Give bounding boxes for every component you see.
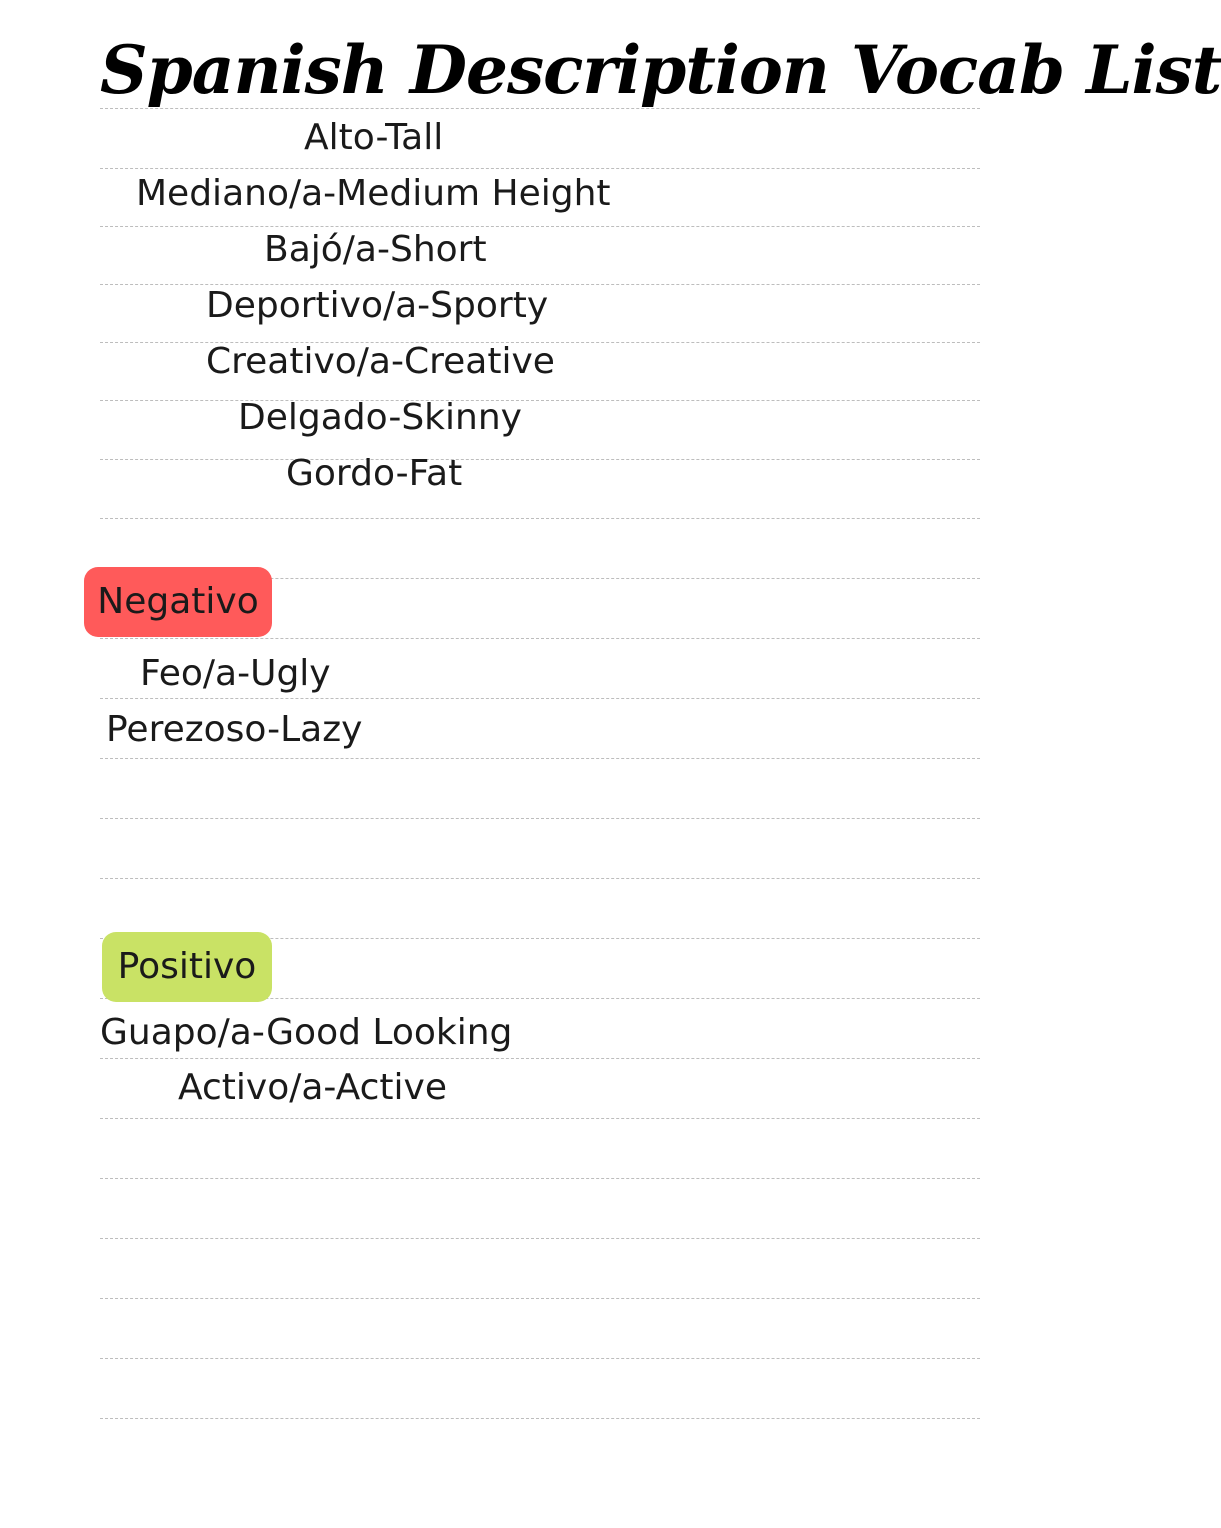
positive-vocab-item: Guapo/a-Good Looking <box>100 1012 513 1053</box>
ruled-line <box>100 400 980 401</box>
ruled-line <box>100 1418 980 1419</box>
ruled-line <box>100 1058 980 1059</box>
ruled-line <box>100 1238 980 1239</box>
ruled-line <box>100 818 980 819</box>
vocab-item: Deportivo/a-Sporty <box>206 285 549 326</box>
ruled-line <box>100 459 980 460</box>
vocab-item: Delgado-Skinny <box>238 397 522 438</box>
ruled-line <box>100 638 980 639</box>
ruled-line <box>100 168 980 169</box>
ruled-line <box>100 518 980 519</box>
negative-badge: Negativo <box>84 567 272 637</box>
vocab-item: Bajó/a-Short <box>264 229 487 270</box>
vocab-item: Mediano/a-Medium Height <box>136 173 611 214</box>
ruled-line <box>100 758 980 759</box>
negative-vocab-item: Feo/a-Ugly <box>140 653 331 694</box>
positive-vocab-item: Activo/a-Active <box>178 1067 447 1108</box>
ruled-line <box>100 1358 980 1359</box>
page-title: Spanish Description Vocab List <box>100 31 1221 109</box>
vocab-item: Alto-Tall <box>304 117 444 158</box>
ruled-line <box>100 1178 980 1179</box>
ruled-line <box>100 698 980 699</box>
negative-vocab-item: Perezoso-Lazy <box>106 709 363 750</box>
ruled-line <box>100 1298 980 1299</box>
positive-badge: Positivo <box>102 932 272 1002</box>
ruled-line <box>100 226 980 227</box>
ruled-line <box>100 1118 980 1119</box>
vocab-item: Creativo/a-Creative <box>206 341 555 382</box>
vocab-item: Gordo-Fat <box>286 453 463 494</box>
ruled-line <box>100 878 980 879</box>
